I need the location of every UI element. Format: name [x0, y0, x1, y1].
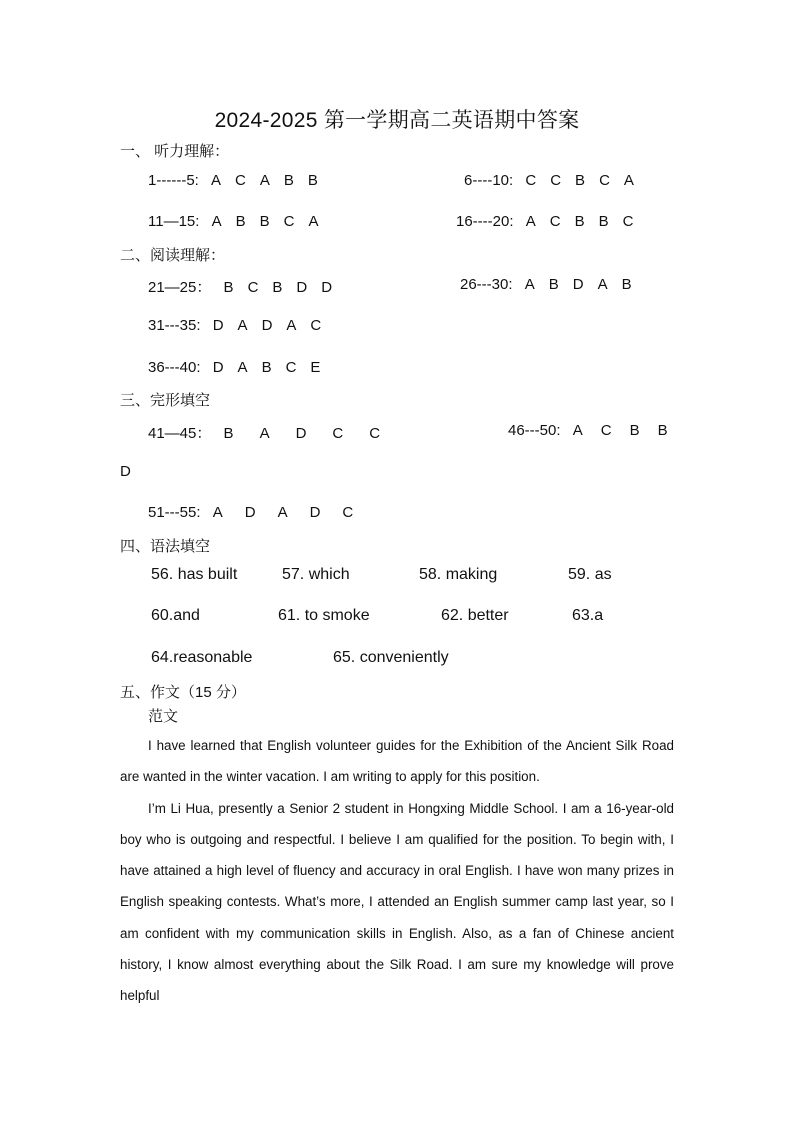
- answer-letter: B: [261, 359, 272, 376]
- row-answers: [216, 279, 333, 296]
- answer-letter: B: [629, 422, 640, 439]
- row-answers: [517, 172, 634, 189]
- answer-letter: B: [548, 276, 559, 293]
- answer-letter: C: [342, 504, 354, 521]
- sample-label: 范文: [148, 708, 179, 725]
- answer-letter: A: [597, 276, 608, 293]
- answer-letter: B: [223, 425, 234, 442]
- answer-letter: B: [259, 213, 270, 230]
- answer-letter: A: [572, 422, 583, 439]
- answer-letter: D: [212, 359, 224, 376]
- answer-letter: D: [244, 504, 256, 521]
- row-answers: [518, 213, 634, 230]
- answer-letter: C: [310, 317, 322, 334]
- writing-heading: 五、作文（15 分）: [120, 684, 246, 701]
- essay-paragraph: I have learned that English volunteer guides for the Exhibition of the Ancient Silk Road are wanted in the winter vacation. I am writing to apply for this position.: [120, 738, 674, 785]
- answer-letter: A: [211, 213, 222, 230]
- grammar-heading: 四、语法填空: [120, 538, 211, 555]
- row-label: 41—45：: [148, 425, 212, 442]
- answer-letter: C: [247, 279, 259, 296]
- row-label: 46---50:: [508, 422, 561, 439]
- answer-letter: A: [286, 317, 297, 334]
- answer-letter: B: [307, 172, 318, 189]
- answer-letter: D: [309, 504, 321, 521]
- grammar-answer: 59. as: [568, 566, 612, 583]
- listening-heading: 一、 听力理解：: [120, 143, 230, 160]
- grammar-answer: 63.a: [572, 607, 604, 624]
- answer-letter: A: [525, 213, 536, 230]
- grammar-answer: 65. conveniently: [333, 649, 449, 666]
- answer-letter: D: [296, 279, 308, 296]
- row-label: 26---30:: [460, 276, 513, 293]
- answer-letter: C: [600, 422, 612, 439]
- reading-heading: 二、阅读理解：: [120, 247, 226, 264]
- answer-row: [148, 359, 320, 376]
- answer-letter: B: [657, 422, 668, 439]
- answer-letter: E: [310, 359, 321, 376]
- answer-letter: B: [272, 279, 283, 296]
- row-label: 6----10:: [464, 172, 514, 189]
- answer-letter: D: [120, 463, 131, 480]
- answer-letter: B: [283, 172, 294, 189]
- answer-letter: A: [237, 317, 248, 334]
- grammar-answer: 61. to smoke: [278, 607, 370, 624]
- answer-letter: D: [295, 425, 307, 442]
- answer-row: [148, 213, 319, 230]
- row-label: 21—25：: [148, 279, 212, 296]
- grammar-answer: 56. has built: [151, 566, 238, 583]
- answer-row: [148, 172, 318, 189]
- answer-letter: B: [621, 276, 632, 293]
- answer-row: [148, 504, 353, 521]
- answer-letter: C: [525, 172, 537, 189]
- answer-letter: A: [524, 276, 535, 293]
- answer-row: [508, 422, 668, 439]
- row-label: 16----20:: [456, 213, 514, 230]
- answer-letter: C: [549, 213, 561, 230]
- grammar-answer: 64.reasonable: [151, 649, 253, 666]
- grammar-answer: 62. better: [441, 607, 509, 624]
- row-answers: [204, 213, 319, 230]
- answer-row: [148, 317, 321, 334]
- grammar-answer: 58. making: [419, 566, 498, 583]
- answer-letter: D: [321, 279, 333, 296]
- answer-row: [464, 172, 634, 189]
- answer-row: [148, 422, 380, 443]
- row-answers: [205, 504, 354, 521]
- answer-row: [120, 463, 131, 480]
- answer-letter: A: [623, 172, 634, 189]
- grammar-answer: 60.and: [151, 607, 200, 624]
- answer-letter: C: [622, 213, 634, 230]
- answer-letter: D: [212, 317, 224, 334]
- answer-letter: C: [599, 172, 610, 189]
- row-answers: [205, 359, 321, 376]
- grammar-answer: 57. which: [282, 566, 350, 583]
- answer-row: [456, 213, 633, 230]
- essay-paragraph: I’m Li Hua, presently a Senior 2 student in Hongxing Middle School. I am a 16-year-old boy who is outgoing and respectful. I believe I am qualified for the position. To begin with, I have attained a high level of fluency and accuracy in oral English. I have won many prizes in English speaking contests. What’s more, I attended an English summer camp last year, so I am confident with my communication skills in English. Also, as a fan of Chinese ancient history, I know almost everything about the Silk Road. I am sure my knowledge will prove helpful: [120, 800, 674, 1004]
- answer-letter: C: [369, 425, 381, 442]
- row-label: 51---55:: [148, 504, 201, 521]
- answer-row: [460, 276, 632, 293]
- row-answers: [517, 276, 632, 293]
- answer-letter: A: [237, 359, 248, 376]
- row-answers: [120, 463, 131, 480]
- answer-letter: D: [261, 317, 273, 334]
- answer-letter: C: [235, 172, 246, 189]
- row-label: 1------5:: [148, 172, 199, 189]
- answer-letter: A: [259, 172, 270, 189]
- row-label: 36---40:: [148, 359, 201, 376]
- row-answers: [205, 317, 322, 334]
- answer-letter: A: [259, 425, 270, 442]
- answer-letter: B: [223, 279, 234, 296]
- answer-letter: C: [285, 359, 297, 376]
- answer-letter: A: [212, 504, 223, 521]
- answer-letter: C: [550, 172, 562, 189]
- answer-letter: B: [235, 213, 246, 230]
- answer-letter: A: [211, 172, 222, 189]
- answer-letter: A: [277, 504, 288, 521]
- answer-letter: D: [572, 276, 584, 293]
- answer-letter: B: [575, 172, 586, 189]
- row-label: 11—15:: [148, 213, 200, 230]
- cloze-heading: 三、完形填空: [120, 392, 211, 409]
- answer-letter: B: [574, 213, 585, 230]
- answer-letter: C: [283, 213, 295, 230]
- row-answers: [216, 425, 381, 442]
- sample-essay: [120, 730, 674, 1012]
- page-title: 2024-2025 第一学期高二英语期中答案: [214, 109, 580, 132]
- row-answers: [203, 172, 318, 189]
- answer-letter: A: [308, 213, 319, 230]
- answer-letter: B: [598, 213, 609, 230]
- answer-letter: C: [332, 425, 344, 442]
- row-label: 31---35:: [148, 317, 201, 334]
- answer-row: [148, 276, 332, 297]
- row-answers: [565, 422, 668, 439]
